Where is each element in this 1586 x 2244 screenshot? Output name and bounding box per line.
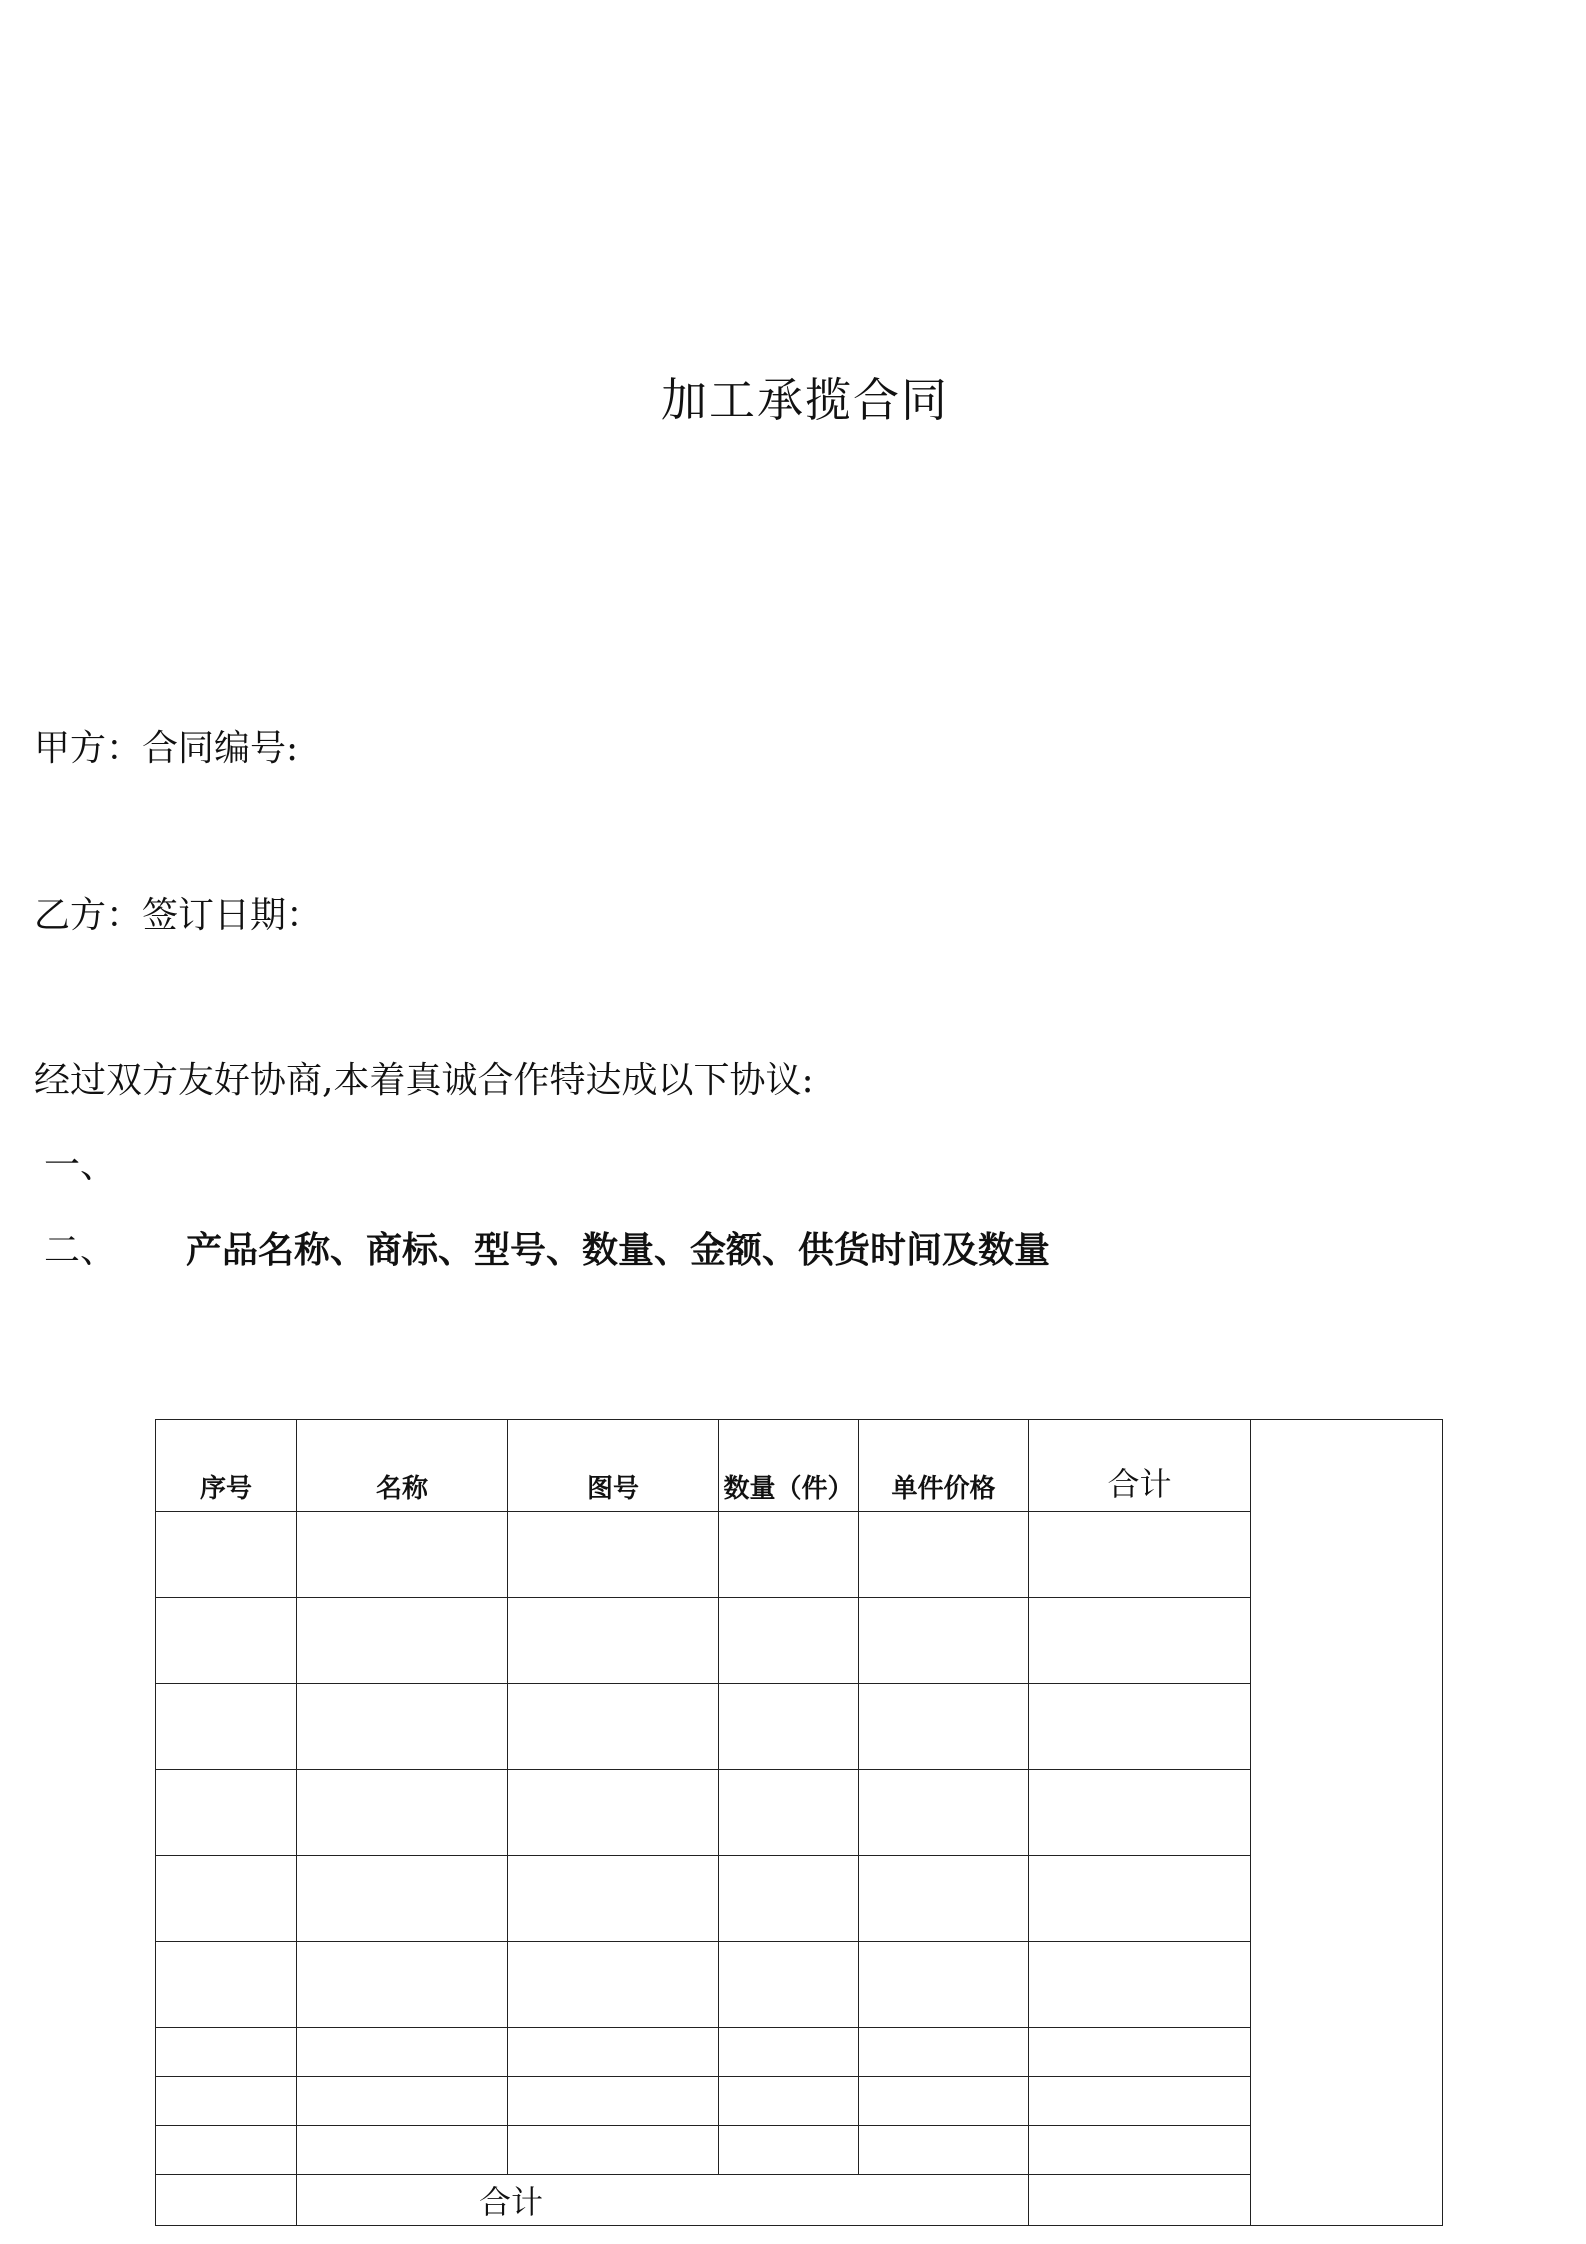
table-total-row	[156, 2175, 1443, 2226]
intro-paragraph: 经过双方友好协商,本着真诚合作特达成以下协议:	[34, 1060, 814, 1101]
table-row	[156, 1770, 1443, 1856]
total-value-cell	[1029, 2175, 1251, 2226]
clause-2-number: 二、	[44, 1230, 117, 1271]
table-row	[156, 2126, 1443, 2175]
document-title: 加工承揽合同	[661, 373, 949, 427]
party-b-line: 乙方：签订日期：	[34, 895, 323, 936]
table-row	[156, 1598, 1443, 1684]
table-row	[156, 2028, 1443, 2077]
header-drawing-number: 图号	[508, 1420, 719, 1512]
header-subtotal: 合计	[1029, 1420, 1251, 1512]
table-row	[156, 2077, 1443, 2126]
clause-1-number: 一、	[44, 1145, 117, 1186]
clause-2	[44, 1222, 1050, 1273]
header-quantity: 数量（件）	[719, 1420, 859, 1512]
table-row	[156, 1684, 1443, 1770]
table-row	[156, 1512, 1443, 1598]
table-row	[156, 1942, 1443, 2028]
header-name: 名称	[297, 1420, 508, 1512]
party-a-line: 甲方：合同编号:	[34, 728, 299, 769]
total-label: 合计	[297, 2175, 1029, 2226]
header-unit-price: 单件价格	[859, 1420, 1029, 1512]
header-index: 序号	[156, 1420, 297, 1512]
table-row	[156, 1856, 1443, 1942]
clause-2-text: 产品名称、商标、型号、数量、金额、供货时间及数量	[186, 1229, 1051, 1271]
clause-1	[44, 1137, 116, 1188]
table-header-row	[156, 1420, 1443, 1512]
product-table	[155, 1419, 1443, 2226]
table-side-column	[1251, 1420, 1443, 2226]
